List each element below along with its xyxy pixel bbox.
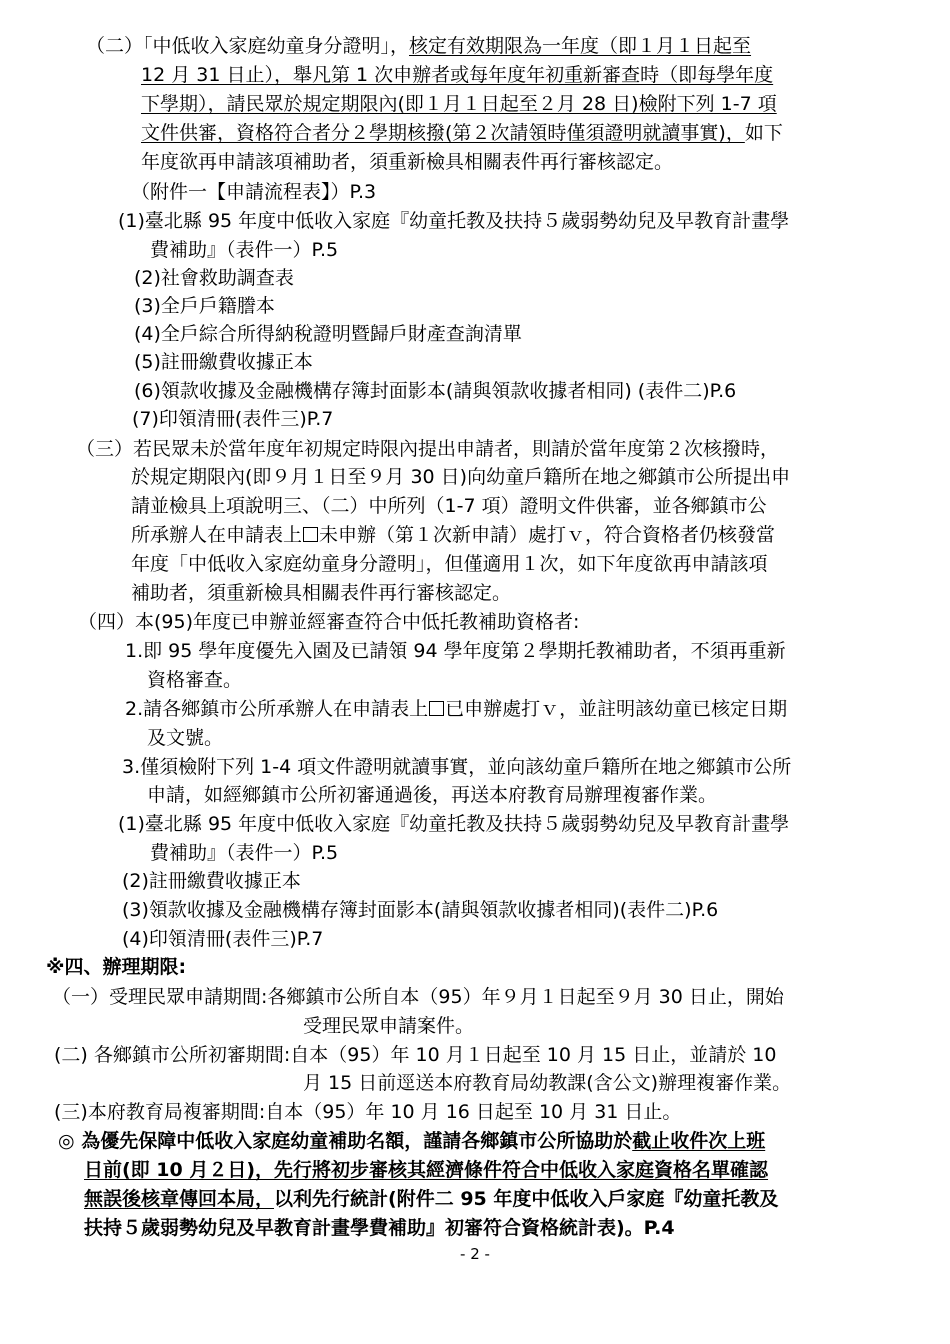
item-4-point-2: [125, 695, 787, 723]
item-3-line-4: [131, 521, 775, 549]
doc-list-b-item-1-cont: 費補助』（表件一）P.5: [150, 842, 339, 864]
doc-list-a-item-6: (6)領款收據及金融機構存簿封面影本(請與領款收據者相同) (表件二)P.6: [134, 380, 737, 402]
doc-list-a-item-1-cont: 費補助』（表件一）P.5: [150, 239, 339, 261]
item-4-point-2-end: 已申辦處打ｖ，並註明該幼童已核定日期: [445, 698, 788, 720]
attachment-1-reference: （附件一【申請流程表】）P.3: [131, 181, 377, 203]
notice-line-3-end: 以利先行統計(附件二 95 年度中低收入戶家庭『幼童托教及: [274, 1188, 779, 1210]
notice-line-1: [58, 1127, 765, 1155]
item-4-point-3-cont: 申請，如經鄉鎮市公所初審通過後，再送本府教育局辦理複審作業。: [147, 784, 718, 806]
item-2-line-4: [141, 119, 783, 147]
notice-line-1-start: ◎ 為優先保障中低收入家庭幼童補助名額，謹請各鄉鎮市公所協助於: [58, 1130, 633, 1152]
item-4-point-1-cont: 資格審查。: [147, 669, 243, 691]
notice-line-4: 扶持５歲弱勢幼兒及早教育計畫學費補助』初審符合資格統計表)。P.4: [84, 1217, 675, 1239]
item-4-point-2-start: 2.請各鄉鎮市公所承辦人在申請表上: [125, 698, 429, 720]
item-4-point-3: 3.僅須檢附下列 1-4 項文件證明就讀事實，並向該幼童戶籍所在地之鄉鎮市公所: [122, 756, 792, 778]
item-4-point-1: 1.即 95 學年度優先入園及已請領 94 學年度第２學期托教補助者，不須再重新: [125, 640, 786, 662]
item-3-line-3: 請並檢具上項說明三、（二）中所列（1-7 項）證明文件供審，並各鄉鎮市公: [131, 495, 767, 517]
page-number: - 2 -: [460, 1245, 490, 1263]
period-2-cont: 月 15 日前逕送本府教育局幼教課(含公文)辦理複審作業。: [303, 1072, 792, 1094]
item-3-line-4-end: 未申辦（第１次新申請）處打ｖ，符合資格者仍核發當: [319, 524, 776, 546]
notice-deadline: 截止收件次上班: [632, 1130, 766, 1152]
doc-list-b-item-1: (1)臺北縣 95 年度中低收入家庭『幼童托教及扶持５歲弱勢幼兒及早教育計畫學: [118, 813, 790, 835]
doc-list-a-item-1: (1)臺北縣 95 年度中低收入家庭『幼童托教及扶持５歲弱勢幼兒及早教育計畫學: [118, 210, 790, 232]
checkbox-icon: [429, 701, 444, 716]
item-2-line-2: 12 月 31 日止），舉凡第 1 次申辦者或每年度年初重新審查時（即每學年度: [141, 64, 774, 86]
period-3: (三)本府教育局複審期間:自本（95）年 10 月 16 日起至 10 月 31 日止。: [54, 1101, 682, 1123]
item-3-line-4-start: 所承辦人在申請表上: [131, 524, 303, 546]
doc-list-a-item-4: (4)全戶綜合所得納稅證明暨歸戶財產查詢清單: [134, 323, 522, 345]
item-3-line-2: 於規定期限內(即９月１日至９月 30 日)向幼童戶籍所在地之鄉鎮市公所提出申: [131, 466, 791, 488]
item-4-heading: （四）本(95)年度已申辦並經審查符合中低托教補助資格者:: [78, 611, 580, 633]
notice-line-2: 日前(即 10 月２日)，先行將初步審核其經濟條件符合中低收入家庭資格名單確認: [84, 1159, 769, 1181]
item-2-underlined-text: 核定有效期限為一年度（即１月１日起至: [409, 35, 752, 57]
doc-list-a-item-3: (3)全戶戶籍謄本: [134, 295, 275, 317]
notice-line-3-start: 無誤後核章傳回本局，: [84, 1188, 275, 1210]
item-2-underlined-text-end: 文件供審，資格符合者分２學期核撥(第２次請領時僅須證明就讀事實)，: [141, 122, 745, 144]
item-2-line-5: 年度欲再申請該項補助者，須重新檢具相關表件再行審核認定。: [141, 151, 674, 173]
doc-list-a-item-7: (7)印領清冊(表件三)P.7: [132, 408, 334, 430]
doc-list-b-item-2: (2)註冊繳費收據正本: [122, 870, 301, 892]
item-4-point-2-cont: 及文號。: [147, 727, 224, 749]
period-2: (二) 各鄉鎮市公所初審期間:自本（95）年 10 月１日起至 10 月 15 日止，並請於 10: [54, 1044, 777, 1066]
doc-list-b-item-4: (4)印領清冊(表件三)P.7: [122, 928, 324, 950]
period-1: （一）受理民眾申請期間:各鄉鎮市公所自本（95）年９月１日起至９月 30 日止，開始: [52, 986, 784, 1008]
item-2-line-3: 下學期），請民眾於規定期限內(即１月１日起至２月 28 日)檢附下列 1-7 項: [141, 93, 777, 115]
section-4-heading: ※四、辦理期限:: [46, 956, 187, 978]
item-2-heading: （二）「中低收入家庭幼童身分證明」，: [86, 35, 410, 57]
item-3-line-1: （三）若民眾未於當年度年初規定時限內提出申請者，則請於當年度第２次核撥時，: [76, 438, 780, 460]
period-1-cont: 受理民眾申請案件。: [303, 1015, 475, 1037]
checkbox-icon: [303, 527, 318, 542]
item-2-line-1: [86, 32, 751, 60]
doc-list-a-item-5: (5)註冊繳費收據正本: [134, 351, 313, 373]
item-3-line-6: 補助者，須重新檢具相關表件再行審核認定。: [131, 582, 512, 604]
notice-line-3: [84, 1185, 778, 1213]
item-2-line-4-tail: 如下: [744, 122, 783, 144]
item-3-line-5: 年度「中低收入家庭幼童身分證明」，但僅適用１次，如下年度欲再申請該項: [131, 553, 768, 575]
doc-list-a-item-2: (2)社會救助調查表: [134, 267, 294, 289]
doc-list-b-item-3: (3)領款收據及金融機構存簿封面影本(請與領款收據者相同)(表件二)P.6: [122, 899, 719, 921]
